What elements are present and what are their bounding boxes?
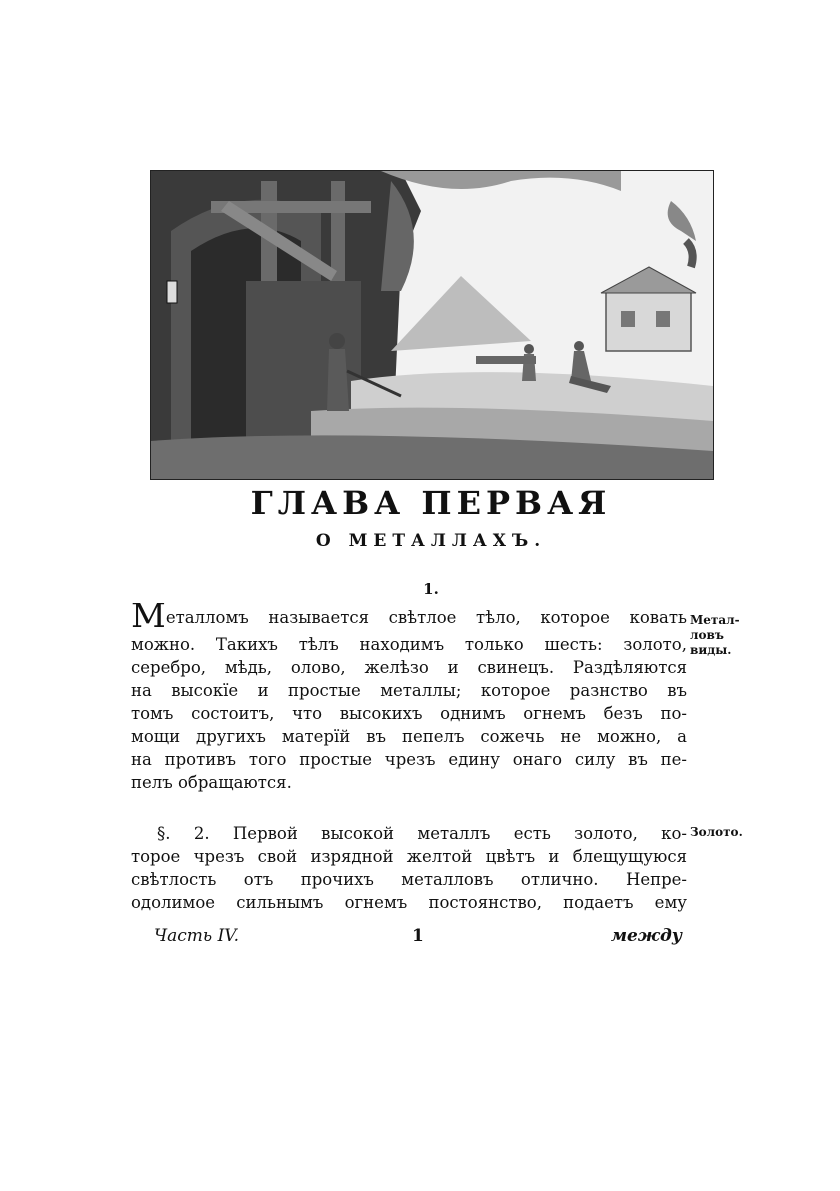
- section-number: 1.: [423, 580, 439, 598]
- margin-note-line: ловъ: [690, 628, 725, 642]
- paragraph-gold: [131, 822, 687, 914]
- margin-note-metal-types: [690, 613, 740, 658]
- page-footer: [150, 926, 682, 950]
- text-line: мощи другихъ матерїй въ пепелъ сожечь не можно, а: [131, 727, 687, 746]
- text-line: §. 2. Первой высокой металлъ есть золото, ко-: [157, 824, 687, 843]
- page-number: 1: [412, 926, 424, 946]
- chapter-subtitle: О МЕТАЛЛАХЪ.: [315, 531, 547, 551]
- text-line-content: еталломъ называется свѣтлое тѣло, которое ковать: [165, 608, 687, 627]
- frontispiece-engraving: [150, 170, 714, 480]
- text-line: торое чрезъ свой изрядной желтой цвѣтъ и блещущуюся: [131, 847, 687, 866]
- text-line: [131, 603, 687, 633]
- margin-note-line: Метал-: [690, 613, 740, 627]
- text-line: можно. Такихъ тѣлъ находимъ только шесть: золото,: [131, 635, 687, 654]
- text-line: томъ состоитъ, что высокихъ однимъ огнемъ безъ по-: [131, 704, 687, 723]
- text-line: свѣтлость отъ прочихъ металловъ отлично. Непре-: [131, 870, 687, 889]
- margin-note-line: виды.: [690, 643, 732, 657]
- text-line: одолимое сильнымъ огнемъ постоянство, подаетъ ему: [131, 893, 687, 912]
- drop-cap: М: [131, 603, 166, 633]
- engraving-illustration: [151, 171, 713, 479]
- chapter-title: ГЛАВА ПЕРВАЯ: [250, 484, 612, 522]
- text-line: на противъ того простые чрезъ едину онаго силу въ пе-: [131, 750, 687, 769]
- catchword: между: [610, 926, 682, 946]
- text-line: пелъ обращаются.: [131, 773, 292, 792]
- text-line: на высокїе и простые металлы; которое разнство въ: [131, 681, 687, 700]
- text-line: серебро, мѣдь, олово, желѣзо и свинецъ. Раздѣляются: [131, 658, 687, 677]
- margin-note-gold: Золото.: [690, 825, 743, 839]
- signature-mark: Часть IV.: [154, 926, 239, 946]
- paragraph-metals-definition: [131, 603, 687, 794]
